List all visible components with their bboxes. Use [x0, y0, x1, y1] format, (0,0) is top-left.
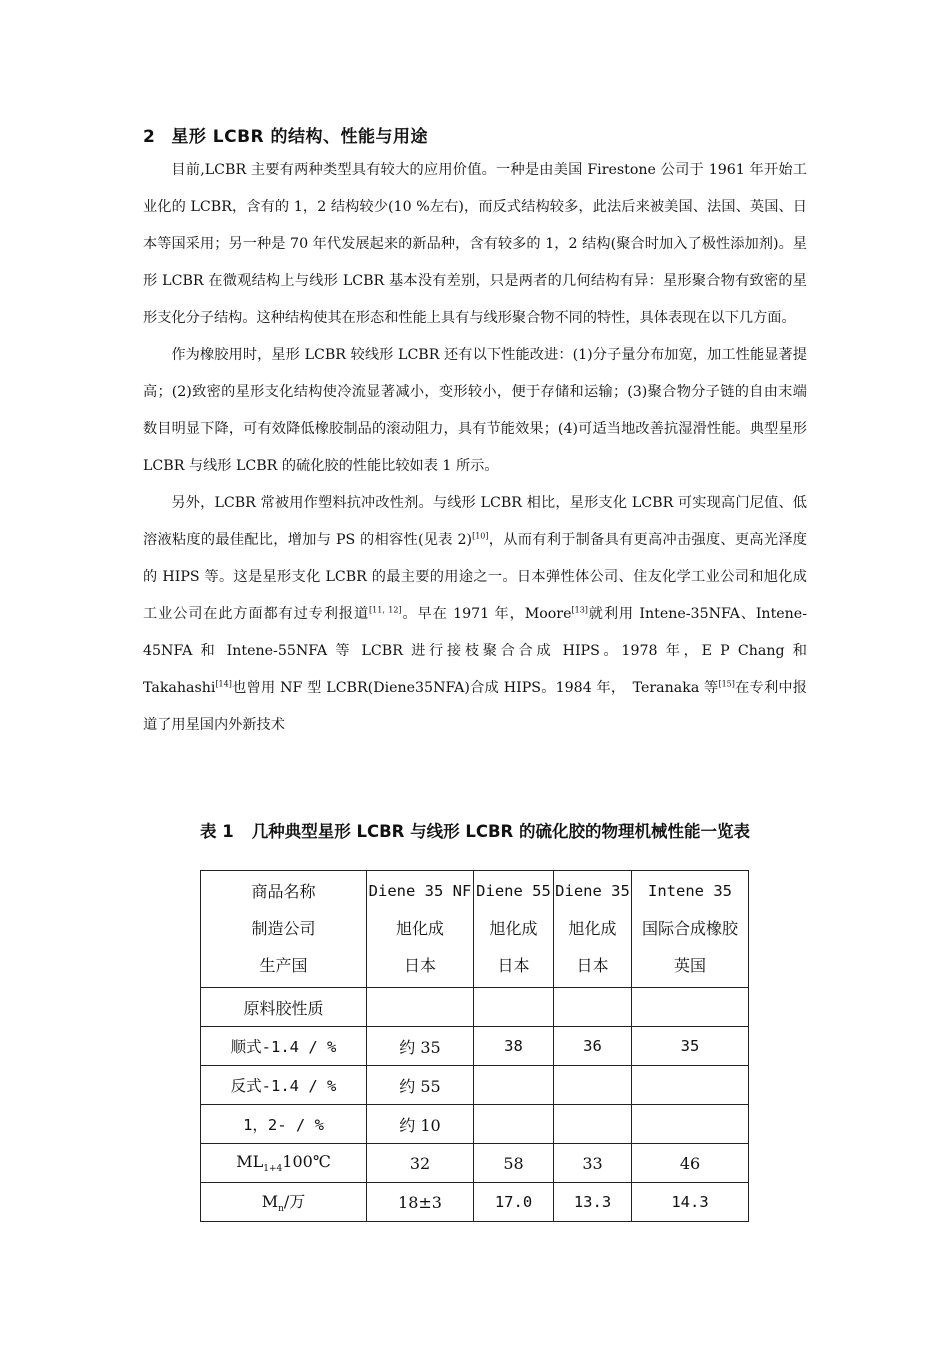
- table-cell: [474, 1066, 554, 1105]
- product-company: 国际合成橡胶: [641, 919, 738, 938]
- product-cell: [474, 871, 554, 988]
- product-country: 英国: [673, 956, 706, 975]
- header-label-product: 商品名称: [251, 882, 316, 901]
- table-cell: 36: [554, 1027, 632, 1066]
- table-cell: 13.3: [554, 1183, 632, 1222]
- section-row-label: 原料胶性质: [201, 988, 367, 1027]
- product-name: Diene 55: [476, 882, 551, 900]
- product-country: 日本: [497, 956, 530, 975]
- product-company: 旭化成: [489, 919, 538, 938]
- table-cell: 约 55: [367, 1066, 474, 1105]
- product-country: 日本: [576, 956, 609, 975]
- table-cell: 约 10: [367, 1105, 474, 1144]
- paragraph-2: 作为橡胶用时，星形 LCBR 较线形 LCBR 还有以下性能改进：(1)分子量分布加宽，加工性能显著提高；(2)致密的星形支化结构使冷流显著减小，变形较小，便于存储和运输；(3)聚合物分子链的自由末端数目明显下降，可有效降低橡胶制品的滚动阻力，具有节能效果；(4)可适当地改善抗湿滑性能。典型星形 LCBR 与线形 LCBR 的硫化胶的性能比较如表 1 所示。: [143, 347, 807, 474]
- table-caption-text: 几种典型星形 LCBR 与线形 LCBR 的硫化胶的物理机械性能一览表: [251, 822, 751, 841]
- row-label: 1，2- / %: [201, 1105, 367, 1144]
- product-cell: [632, 871, 749, 988]
- table-cell: 35: [632, 1027, 749, 1066]
- row-label: 反式-1.4 / %: [201, 1066, 367, 1105]
- product-cell: [554, 871, 632, 988]
- row-label: [201, 1183, 367, 1222]
- table-cell: 18±3: [367, 1183, 474, 1222]
- table-cell: [632, 1066, 749, 1105]
- product-company: 旭化成: [395, 919, 444, 938]
- body-text: [143, 152, 807, 744]
- table-cell: 17.0: [474, 1183, 554, 1222]
- table-caption-label: 表 1: [199, 822, 234, 841]
- table-row: [201, 1105, 749, 1144]
- table-cell: 58: [474, 1144, 554, 1183]
- citation-14: [14]: [215, 679, 232, 689]
- row-label-main: ML: [236, 1151, 264, 1171]
- header-label-country: 生产国: [259, 956, 308, 975]
- citation-10: [10]: [472, 531, 489, 541]
- product-company: 旭化成: [568, 919, 617, 938]
- table-header-row: [201, 871, 749, 988]
- table-row: [201, 1144, 749, 1183]
- table-row: [201, 1066, 749, 1105]
- table-cell: 33: [554, 1144, 632, 1183]
- p3-text-c: 。早在 1971 年，Moore: [401, 606, 572, 622]
- table-cell: [554, 1105, 632, 1144]
- row-label: [201, 1144, 367, 1183]
- row-label-sub: n: [278, 1204, 284, 1215]
- section-heading: [143, 122, 428, 147]
- header-label-company: 制造公司: [251, 919, 316, 938]
- table-cell: [632, 1105, 749, 1144]
- table-caption: [0, 818, 950, 842]
- section-number: 2: [143, 127, 156, 147]
- row-label-tail: /万: [283, 1192, 306, 1212]
- table-cell: 14.3: [632, 1183, 749, 1222]
- product-name: Diene 35 NF: [368, 882, 472, 900]
- table-cell: [474, 988, 554, 1027]
- row-label: 顺式-1.4 / %: [201, 1027, 367, 1066]
- citation-11-12: [11, 12]: [369, 605, 402, 615]
- table-cell: [632, 988, 749, 1027]
- header-labels-cell: [201, 871, 367, 988]
- table-section-row: [201, 988, 749, 1027]
- p3-text-e: 也曾用 NF 型 LCBR(Diene35NFA)合成 HIPS。1984 年， Teranaka 等: [231, 680, 719, 696]
- section-title: 星形 LCBR 的结构、性能与用途: [171, 127, 429, 147]
- product-cell: [367, 871, 474, 988]
- table-row: [201, 1027, 749, 1066]
- product-country: 日本: [403, 956, 436, 975]
- table-cell: 38: [474, 1027, 554, 1066]
- product-name: Intene 35: [648, 882, 732, 900]
- paragraph-3: [143, 485, 807, 744]
- table-cell: [554, 988, 632, 1027]
- properties-table: [200, 870, 749, 1222]
- p3-text-b: ，从而有利于制备具有更高冲击强度、更高光泽度的 HIPS 等。这是星形支化 LCBR 的最主要的用途之一。日本弹性体公司、住友化学工业公司和旭化成工业公司在此方面都有过专利报道: [143, 532, 807, 622]
- row-label-sub: 1+4: [263, 1164, 283, 1175]
- table-cell: 32: [367, 1144, 474, 1183]
- citation-15: [15]: [718, 679, 735, 689]
- table-cell: [474, 1105, 554, 1144]
- row-label-main: M: [261, 1192, 279, 1212]
- paragraph-1: 目前,LCBR 主要有两种类型具有较大的应用价值。一种是由美国 Firestone 公司于 1961 年开始工业化的 LCBR，含有的 1，2 结构较少(10 %左右)，而反式结构较多，此法后来被美国、法国、英国、日本等国采用；另一种是 70 年代发展起来的新品种，含有较多的 1，2 结构(聚合时加入了极性添加剂)。星形 LCBR 在微观结构上与线形 LCBR 基本没有差别，只是两者的几何结构有异：星形聚合物有致密的星形支化分子结构。这种结构使其在形态和性能上具有与线形聚合物不同的特性，具体表现在以下几方面。: [143, 162, 807, 326]
- p3-text-d: 就利用 Intene-35NFA、Intene-45NFA 和 Intene-55NFA 等 LCBR 进行接枝聚合合成 HIPS。1978 年，E P Chang 和 Takahashi: [143, 606, 807, 696]
- p3-text-a: 另外，LCBR 常被用作塑料抗冲改性剂。与线形 LCBR 相比，星形支化 LCBR 可实现高门尼值、低溶液粘度的最佳配比，增加与 PS 的相容性(见表 2): [143, 495, 807, 548]
- table-cell: 46: [632, 1144, 749, 1183]
- table-cell: 约 35: [367, 1027, 474, 1066]
- row-label-tail: 100℃: [282, 1151, 331, 1171]
- citation-13: [13]: [571, 605, 588, 615]
- p3-text-f: 在专利中报道了用星国内外新技术: [143, 680, 807, 733]
- product-name: Diene 35: [555, 882, 630, 900]
- table-cell: [554, 1066, 632, 1105]
- table-cell: [367, 988, 474, 1027]
- table-row: [201, 1183, 749, 1222]
